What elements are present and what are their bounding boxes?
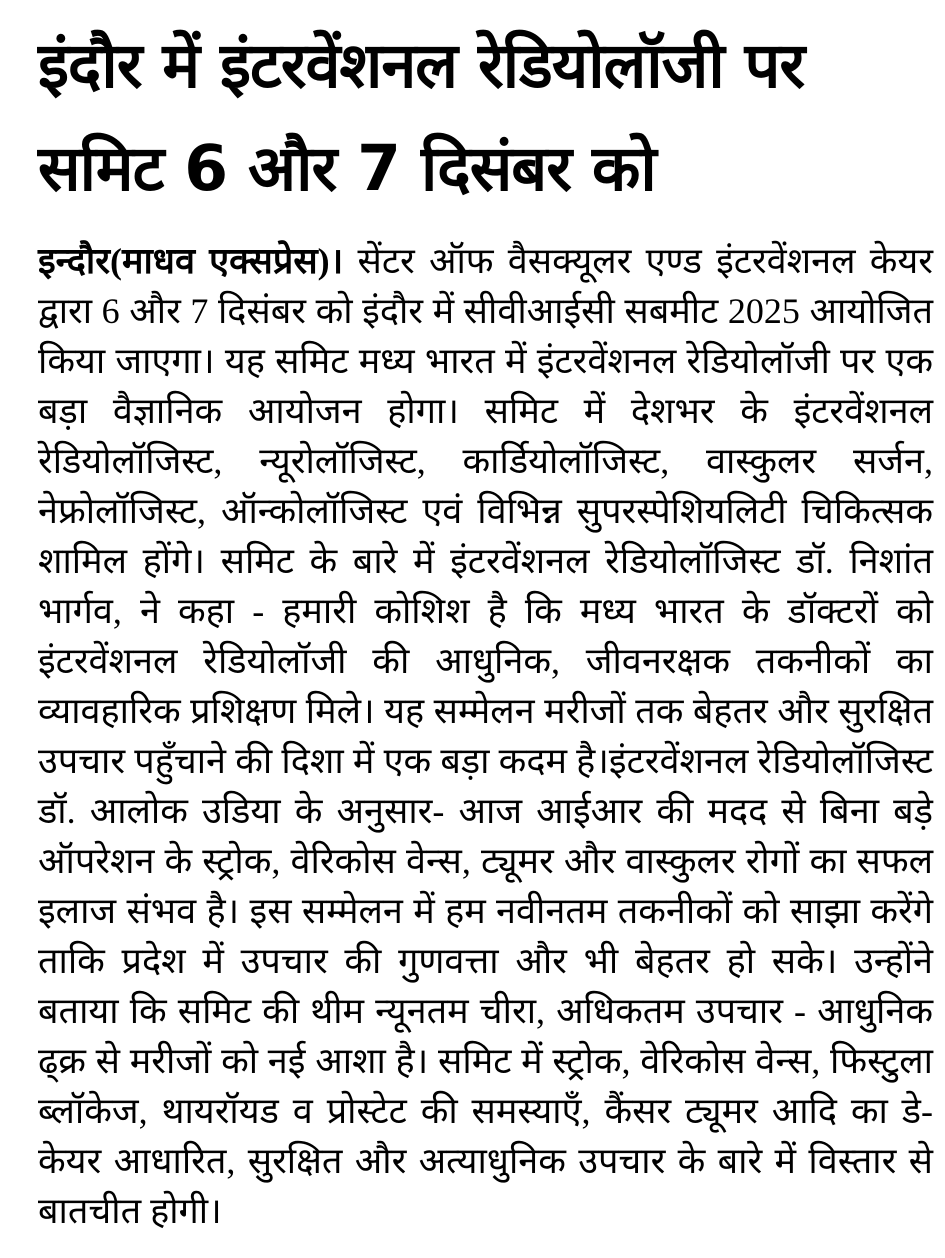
article-dateline: इन्दौर(माधव एक्सप्रेस)। (38, 241, 344, 281)
headline-line-1: इंदौर में इंटरवेंशनल रेडियोलॉजी पर (38, 29, 805, 102)
article-body (38, 236, 933, 1236)
article-headline (38, 14, 933, 220)
article-body-text: सेंटर ऑफ वैसक्यूलर एण्ड इंटरवेंशनल केयर द्वारा 6 और 7 दिसंबर को इंदौर में सीवीआईसी सबमीट 2025 आयोजित किया जाएगा। यह समिट मध्य भारत में इंटरवेंशनल रेडियोलॉजी पर एक बड़ा वैज्ञानिक आयोजन होगा। समिट में देशभर के इंटरवेंशनल रेडियोलॉजिस्ट, न्यूरोलॉजिस्ट, कार्डियोलॉजिस्ट, वास्कुलर सर्जन, नेफ्रोलॉजिस्ट, ऑन्कोलॉजिस्ट एवं विभिन्न सुपरस्पेशियलिटी चिकित्सक शामिल होंगे। समिट के बारे में इंटरवेंशनल रेडियोलॉजिस्ट डॉ. निशांत भार्गव, ने कहा - हमारी कोशिश है कि मध्य भारत के डॉक्टरों को इंटरवेंशनल रेडियोलॉजी की आधुनिक, जीवनरक्षक तकनीकों का व्यावहारिक प्रशिक्षण मिले। यह सम्मेलन मरीजों तक बेहतर और सुरक्षित उपचार पहुँचाने की दिशा में एक बड़ा कदम है।इंटरवेंशनल रेडियोलॉजिस्ट डॉ. आलोक उडिया के अनुसार- आज आईआर की मदद से बिना बड़े ऑपरेशन के स्ट्रोक, वेरिकोस वेन्स, ट्यूमर और वास्कुलर रोगों का सफल इलाज संभव है। इस सम्मेलन में हम नवीनतम तकनीकों को साझा करेंगे ताकि प्रदेश में उपचार की गुणवत्ता और भी बेहतर हो सके। उन्होंने बताया कि समिट की थीम न्यूनतम चीरा, अधिकतम उपचार - आधुनिक ढ्क्र से मरीजों को नई आशा है। समिट में स्ट्रोक, वेरिकोस वेन्स, फिस्टुला ब्लॉकेज, थायरॉयड व प्रोस्टेट की समस्याएँ, कैंसर ट्यूमर आदि का डे-केयर आधारित, सुरक्षित और अत्याधुनिक उपचार के बारे में विस्तार से बातचीत होगी। (38, 241, 933, 1231)
headline-line-2: समिट 6 और 7 दिसंबर को (38, 132, 656, 205)
